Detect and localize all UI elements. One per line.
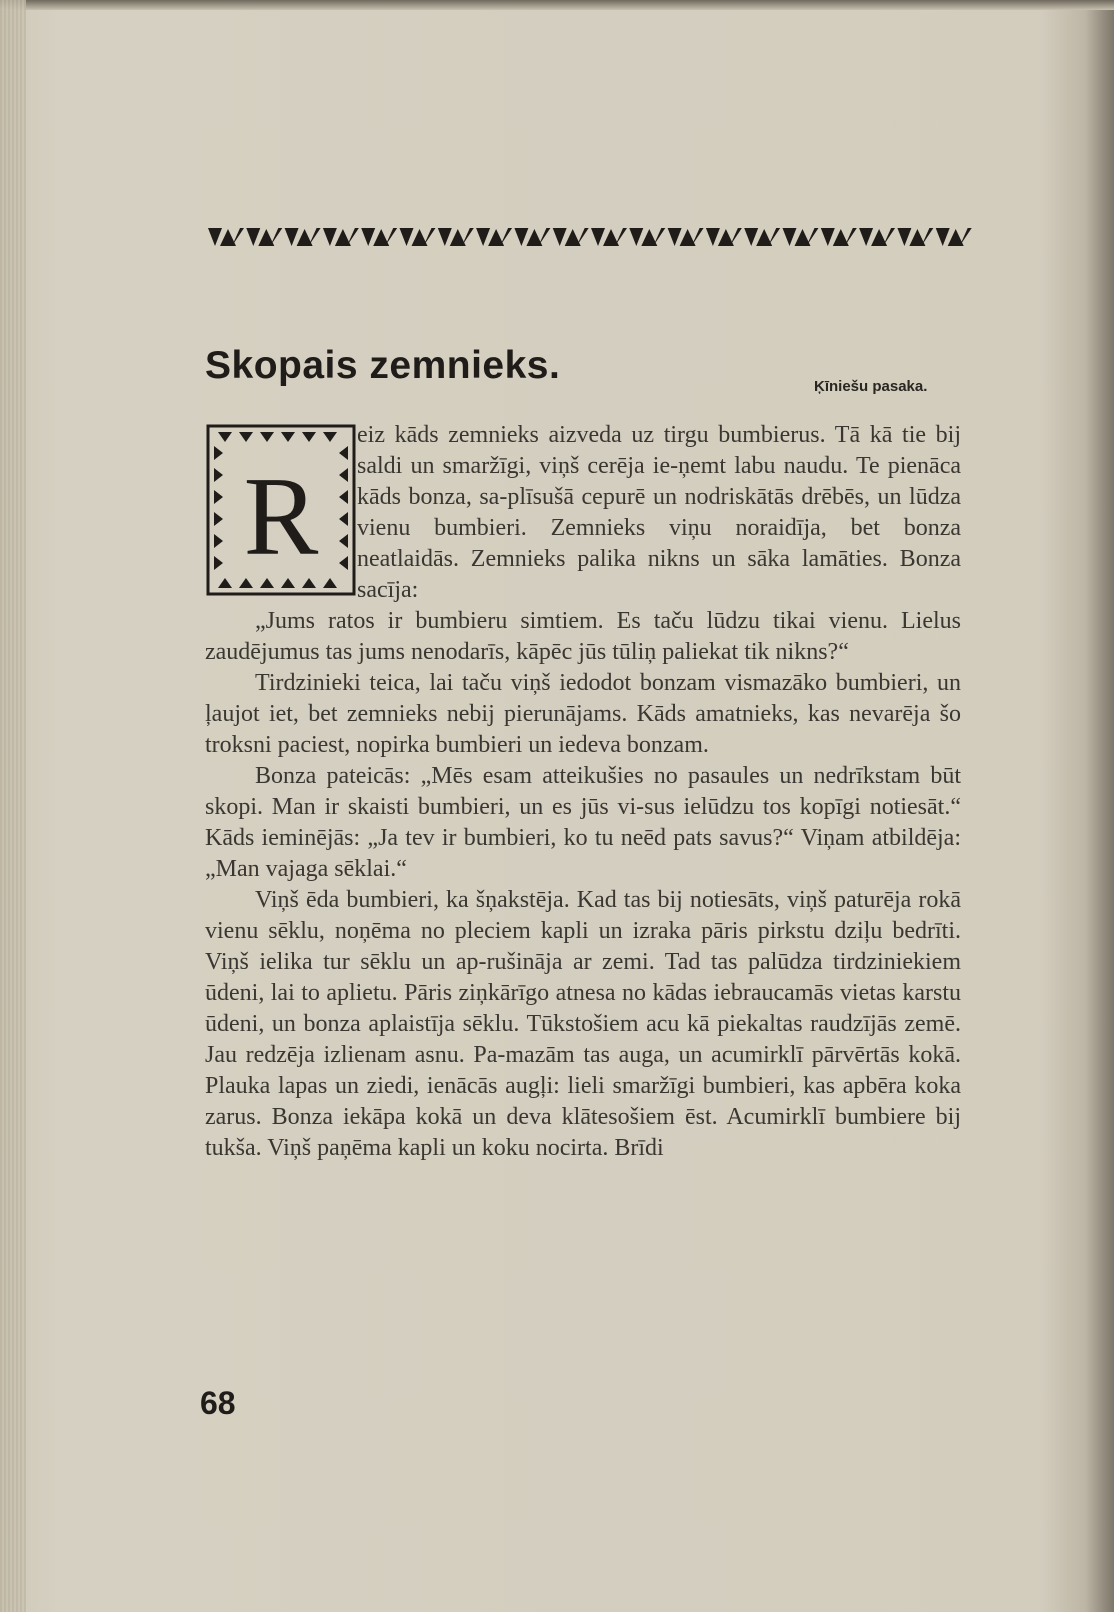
ornament-triangle (960, 228, 972, 246)
page-top-edge (0, 0, 1114, 10)
ornament-triangle (692, 228, 704, 246)
ornament-triangle (476, 228, 490, 246)
ornament-triangle (668, 228, 682, 246)
ornament-triangle (514, 228, 528, 246)
ornament-triangle (706, 228, 720, 246)
ornament-triangle (309, 228, 321, 246)
book-spine-edge (0, 0, 26, 1612)
ornament-triangle (897, 228, 911, 246)
ornament-triangle (921, 228, 933, 246)
ornament-triangle (807, 228, 819, 246)
ornament-triangle (615, 228, 627, 246)
ornament-triangle (629, 228, 643, 246)
paragraph-1: eiz kāds zemnieks aizveda uz tirgu bumbierus. Tā kā tie bij saldi un smaržīgi, viņš cerēja ie-ņemt labu naudu. Te pienāca kāds bonza, sa-plīsušā cepurē un nodriskātās drēbēs, un lūdza vienu bumbieri. Zemnieks viņu noraidīja, bet bonza neatlaidās. Zemnieks palika nikns un sāka lamāties. Bonza sacīja: (357, 422, 961, 603)
drop-cap-letter: R (243, 455, 319, 579)
ornament-triangle (845, 228, 857, 246)
ornament-triangle (744, 228, 758, 246)
ornament-triangle (400, 228, 414, 246)
ornament-triangle (208, 228, 222, 246)
ornament-triangle (500, 228, 512, 246)
ornament-triangle (246, 228, 260, 246)
paragraph-2: „Jums ratos ir bumbieru simtiem. Es taču lūdzu tikai vienu. Lielus zaudējumus tas jums nenodarīs, kāpēc jūs tūliņ paliekat tik nikns?“ (205, 608, 961, 665)
paragraph-4: Bonza pateicās: „Mēs esam atteikušies no pasaules un nedrīkstam būt skopi. Man ir skaisti bumbieri, un es jūs vi-sus ielūdzu tos kopīgi notiesāt.“ Kāds ieminējās: „Ja tev ir bumbieri, ko tu neēd pats savus?“ Viņam atbildēja: „Man vajaga sēklai.“ (205, 763, 961, 882)
ornament-triangle (424, 228, 436, 246)
ornament-triangle (591, 228, 605, 246)
ornament-triangle (768, 228, 780, 246)
ornament-triangle (553, 228, 567, 246)
story-subtitle: Ķīniešu pasaka. (814, 378, 928, 395)
paragraph-3: Tirdzinieki teica, lai taču viņš iedodot bonzam vismazāko bumbieri, un ļaujot iet, bet zemnieks nebij pierunājams. Kāds amatnieks, kas nevarēja šo troksni paciest, nopirka bumbieri un iedeva bonzam. (205, 670, 961, 758)
ornament-triangle (783, 228, 797, 246)
ornament-triangle (270, 228, 282, 246)
story-title: Skopais zemnieks. (205, 344, 561, 387)
decorative-border-ornament (206, 222, 972, 252)
ornament-triangle (730, 228, 742, 246)
ornament-triangle (347, 228, 359, 246)
ornament-triangle (821, 228, 835, 246)
ornament-triangle (361, 228, 375, 246)
ornament-triangle (653, 228, 665, 246)
paragraph-5: Viņš ēda bumbieri, ka šņakstēja. Kad tas bij notiesāts, viņš paturēja rokā vienu sēklu, noņēma no pleciem kapli un izraka pāris pirkstu dziļu bedrīti. Viņš ielika tur sēklu un ap-rušināja ar zemi. Tad tas palūdza tirdziniekiem ūdeni, lai to aplietu. Pāris ziņkārīgo atnesa no kādas iebraucamās vietas karstu ūdeni, un bonza aplaistīja sēklu. Tūkstošiem acu kā piekaltas raudzījās zemē. Jau redzēja izlienam asnu. Pa-mazām tas auga, un acumirklī pārvērtās kokā. Plauka lapas un ziedi, ienācās augļi: lieli smaržīgi bumbieri, kas apbēra koka zarus. Bonza iekāpa kokā un deva klātesošiem ēst. Acumirklī bumbiere bij tukša. Viņš paņēma kapli un koku nocirta. Brīdi (205, 887, 961, 1161)
ornament-triangle (462, 228, 474, 246)
ornament-triangle (577, 228, 589, 246)
ornament-triangle (883, 228, 895, 246)
ornament-triangle (936, 228, 950, 246)
story-body (205, 420, 961, 1164)
ornament-triangle (285, 228, 299, 246)
ornament-triangle (323, 228, 337, 246)
ornament-triangle (859, 228, 873, 246)
page-number: 68 (200, 1385, 236, 1421)
ornament-triangle (438, 228, 452, 246)
